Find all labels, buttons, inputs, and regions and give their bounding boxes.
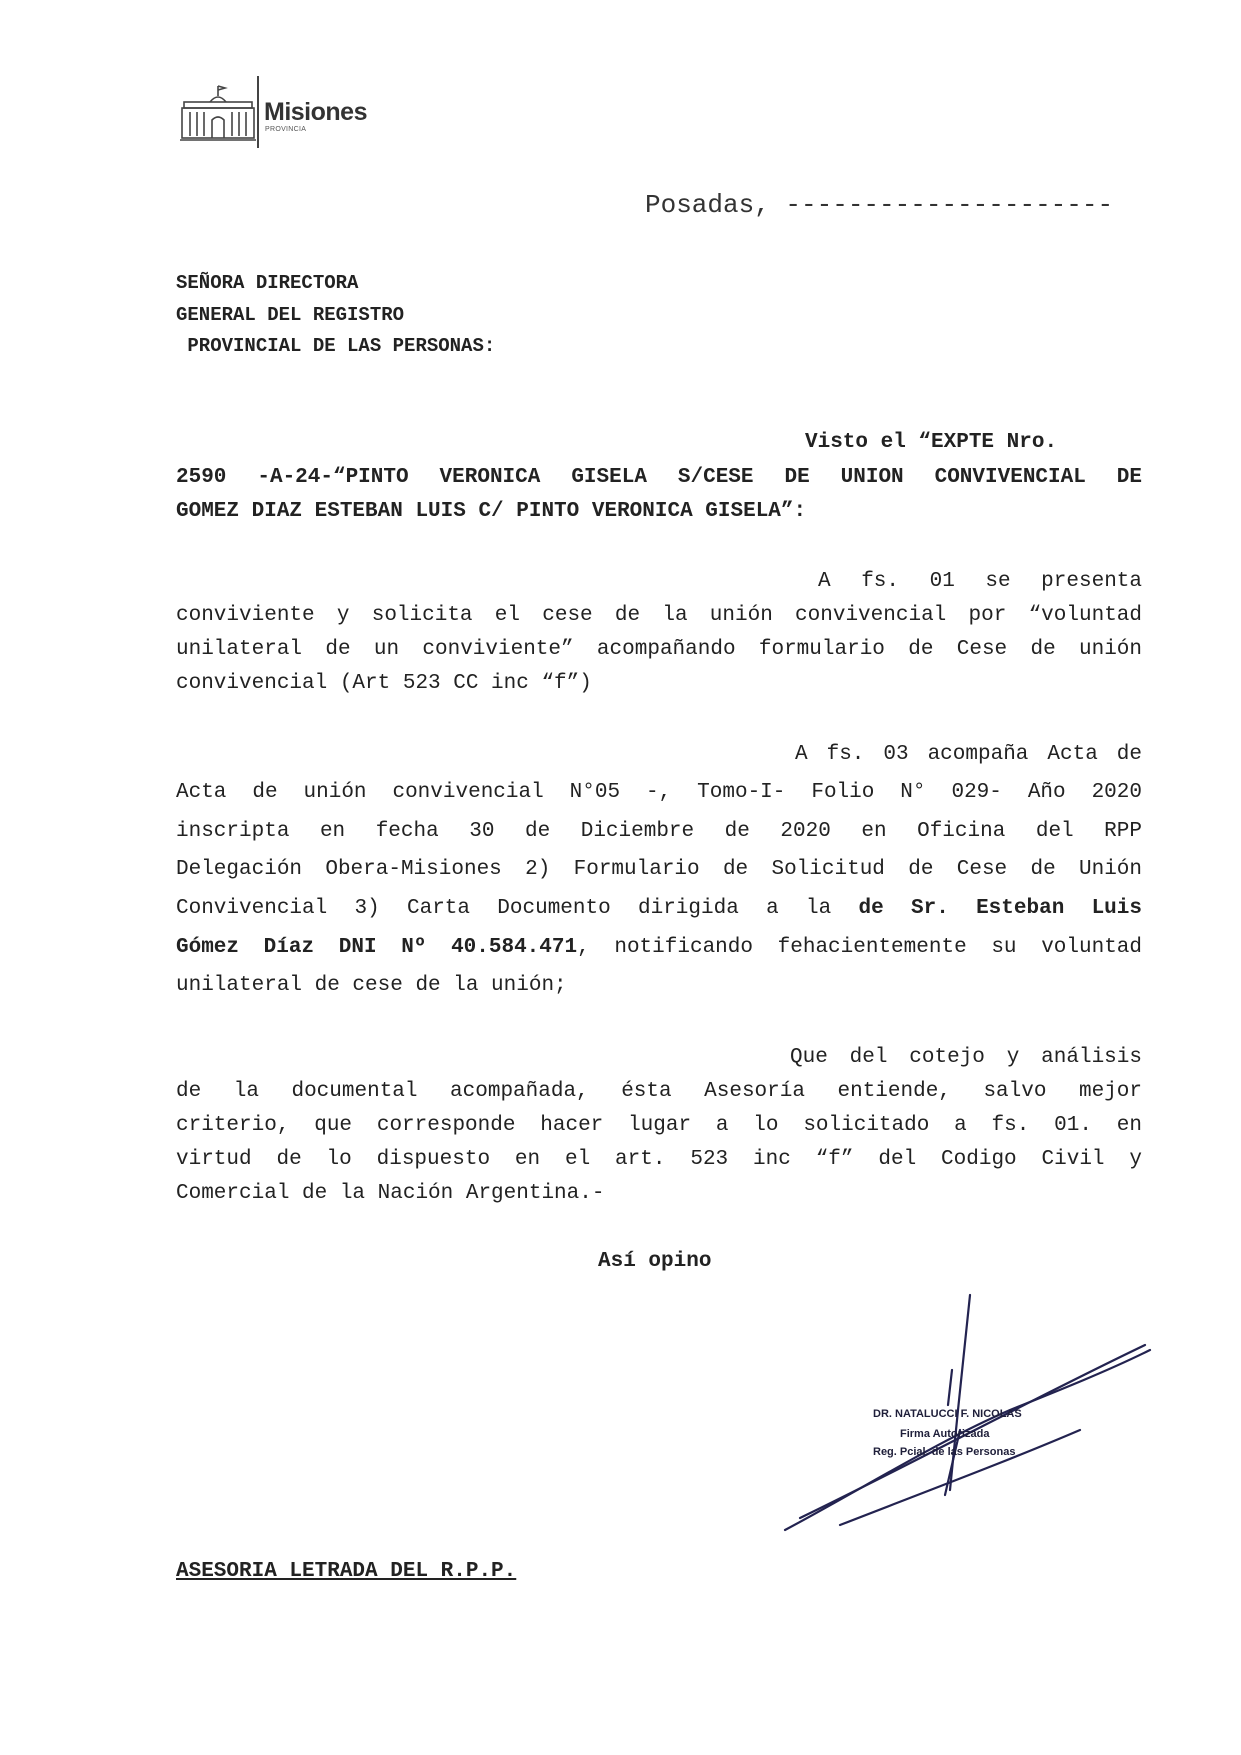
para3-first-line: Que del cotejo y análisis (790, 1046, 1142, 1069)
para1-line: unilateral de un conviviente” acompañando formulario de Cese de unión (176, 638, 1142, 661)
para2-line-7 (176, 936, 1142, 959)
para3-line: de la documental acompañada, ésta Asesoría entiende, salvo mejor (176, 1080, 1142, 1103)
visto-line-2: 2590 -A-24-“PINTO VERONICA GISELA S/CESE DE UNION CONVIVENCIAL DE (176, 466, 1142, 489)
para1-line: conviviente y solicita el cese de la unión convivencial por “voluntad (176, 604, 1142, 627)
closing-opinion: Así opino (598, 1250, 712, 1273)
visto-line-3: GOMEZ DIAZ ESTEBAN LUIS C/ PINTO VERONICA GISELA”: (176, 500, 807, 523)
addressee-line-2: GENERAL DEL REGISTRO (176, 304, 405, 326)
para2-line: Acta de unión convivencial N°05 -, Tomo-I- Folio N° 029- Año 2020 (176, 781, 1142, 804)
logo-wordmark: Misiones (264, 98, 367, 126)
logo-divider (257, 76, 259, 148)
person-name-bold: de Sr. Esteban Luis (858, 897, 1142, 920)
para3-line: criterio, que corresponde hacer lugar a lo solicitado a fs. 01. en (176, 1114, 1142, 1137)
stamp-institution: Reg. Pcial. de las Personas (873, 1446, 1016, 1458)
addressee-line-1: SEÑORA DIRECTORA (176, 272, 359, 294)
para2-line: Delegación Obera-Misiones 2) Formulario de Solicitud de Cese de Unión (176, 858, 1142, 881)
stamp-role: Firma Autorizada (900, 1428, 990, 1440)
para1-line: convivencial (Art 523 CC inc “f”) (176, 672, 592, 695)
para1-first-line: A fs. 01 se presenta (818, 570, 1142, 593)
footer-signature-label: ASESORIA LETRADA DEL R.P.P. (176, 1560, 517, 1583)
para3-line: virtud de lo dispuesto en el art. 523 inc “f” del Codigo Civil y (176, 1148, 1142, 1171)
visto-first-line: Visto el “EXPTE Nro. (805, 431, 1058, 454)
para2-line-6-text: Convivencial 3) Carta Documento dirigida a la (176, 897, 859, 920)
place-date-line: Posadas, --------------------- (645, 190, 1114, 220)
para3-line: Comercial de la Nación Argentina.- (176, 1182, 605, 1205)
para2-line: inscripta en fecha 30 de Diciembre de 2020 en Oficina del RPP (176, 820, 1142, 843)
para2-first-line: A fs. 03 acompaña Acta de (795, 743, 1142, 766)
addressee-line-3: PROVINCIAL DE LAS PERSONAS: (176, 335, 496, 357)
logo-subtitle: PROVINCIA (265, 126, 307, 133)
stamp-name: DR. NATALUCCI F. NICOLAS (873, 1408, 1022, 1420)
government-building-icon (180, 84, 256, 144)
para2-line-7-text: , notificando fehacientemente su voluntad (577, 936, 1143, 959)
misiones-logo (180, 76, 400, 150)
person-dni-bold: Gómez Díaz DNI Nº 40.584.471 (176, 936, 578, 959)
para2-line-8: unilateral de cese de la unión; (176, 974, 567, 997)
para2-line-6 (176, 897, 1142, 920)
